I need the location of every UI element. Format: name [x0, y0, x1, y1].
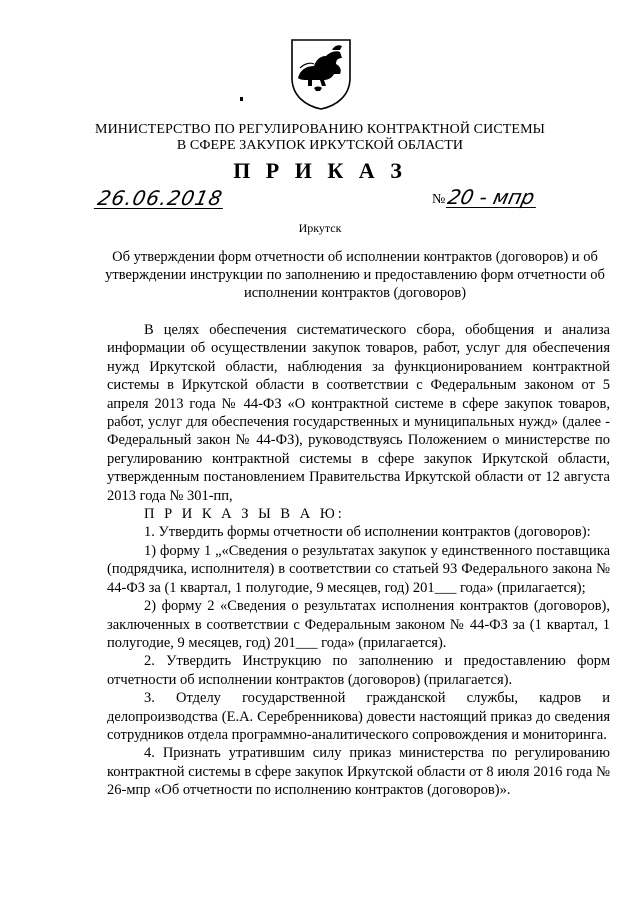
- item-2: 2. Утвердить Инструкцию по заполнению и предоставлению форм отчетности об исполнении контрактов (договоров) (прилагается).: [107, 653, 610, 688]
- document-date: 26.06.2018: [95, 186, 226, 210]
- order-body: [107, 321, 610, 800]
- order-word: П Р И К А З Ы В А Ю:: [144, 506, 345, 523]
- item-3: 3. Отделу государственной гражданской службы, кадров и делопроизводства (Е.А. Серебренникова) довести настоящий приказ до сведения сотрудников отдела программно-аналитического сопровождения и мониторинга.: [107, 690, 610, 743]
- number-sign: №: [432, 192, 446, 207]
- item-1: 1. Утвердить формы отчетности об исполнении контрактов (договоров):: [144, 524, 591, 541]
- document-type-title: П Р И К А З: [233, 158, 407, 183]
- irkutsk-coat-of-arms-icon: [290, 38, 352, 110]
- item-1-1: 1) форму 1 „«Сведения о результатах закупок у единственного поставщика (подрядчика, исполнителя) в соответствии со статьей 93 Федерального закона № 44-ФЗ за (1 квартал, 1 полугодие, 9 месяцев, год) 201___ года» (прилагается);: [107, 542, 610, 596]
- item-1-2: 2) форму 2 «Сведения о результатах исполнения контрактов (договоров), заключенных в соответствии с Федеральным законом № 44-ФЗ за (1 квартал, 1 полугодие, 9 месяцев, год) 201___ года» (прилагается).: [107, 598, 610, 651]
- city-label: Иркутск: [298, 221, 342, 235]
- item-4: 4. Признать утратившим силу приказ министерства по регулированию контрактной системы в сфере закупок Иркутской области от 8 июля 2016 года № 26-мпр «Об отчетности по исполнению контрактов (договоров)».: [107, 745, 610, 799]
- preamble-paragraph: В целях обеспечения систематического сбора, обобщения и анализа информации об осуществлении закупок товаров, работ, услуг для обеспечения нужд Иркутской области, наблюдения за функционированием контрактной системы в Иркутской области в соответствии с Федеральным законом от 5 апреля 2013 года № 44-ФЗ «О контрактной системе в сфере закупок товаров, работ, услуг для обеспечения государственных и муниципальных нужд» (далее - Федеральный закон № 44-ФЗ), руководствуясь Положением о министерстве по регулированию контрактной системы в сфере закупок Иркутской области, утвержденным постановлением Правительства Иркутской области от 12 августа 2013 года № 301-пп,: [107, 322, 610, 504]
- order-subject: Об утверждении форм отчетности об исполнении контрактов (договоров) и об утверждении инструкции по заполнению и предоставлению форм отчетности об исполнении контрактов (договоров): [105, 249, 605, 301]
- document-number: 20 - мпр: [446, 187, 540, 208]
- ministry-name-line2: В СФЕРЕ ЗАКУПОК ИРКУТСКОЙ ОБЛАСТИ: [176, 138, 464, 153]
- stray-mark: [240, 97, 243, 101]
- ministry-name-line1: МИНИСТЕРСТВО ПО РЕГУЛИРОВАНИЮ КОНТРАКТНОЙ СИСТЕМЫ: [95, 122, 545, 137]
